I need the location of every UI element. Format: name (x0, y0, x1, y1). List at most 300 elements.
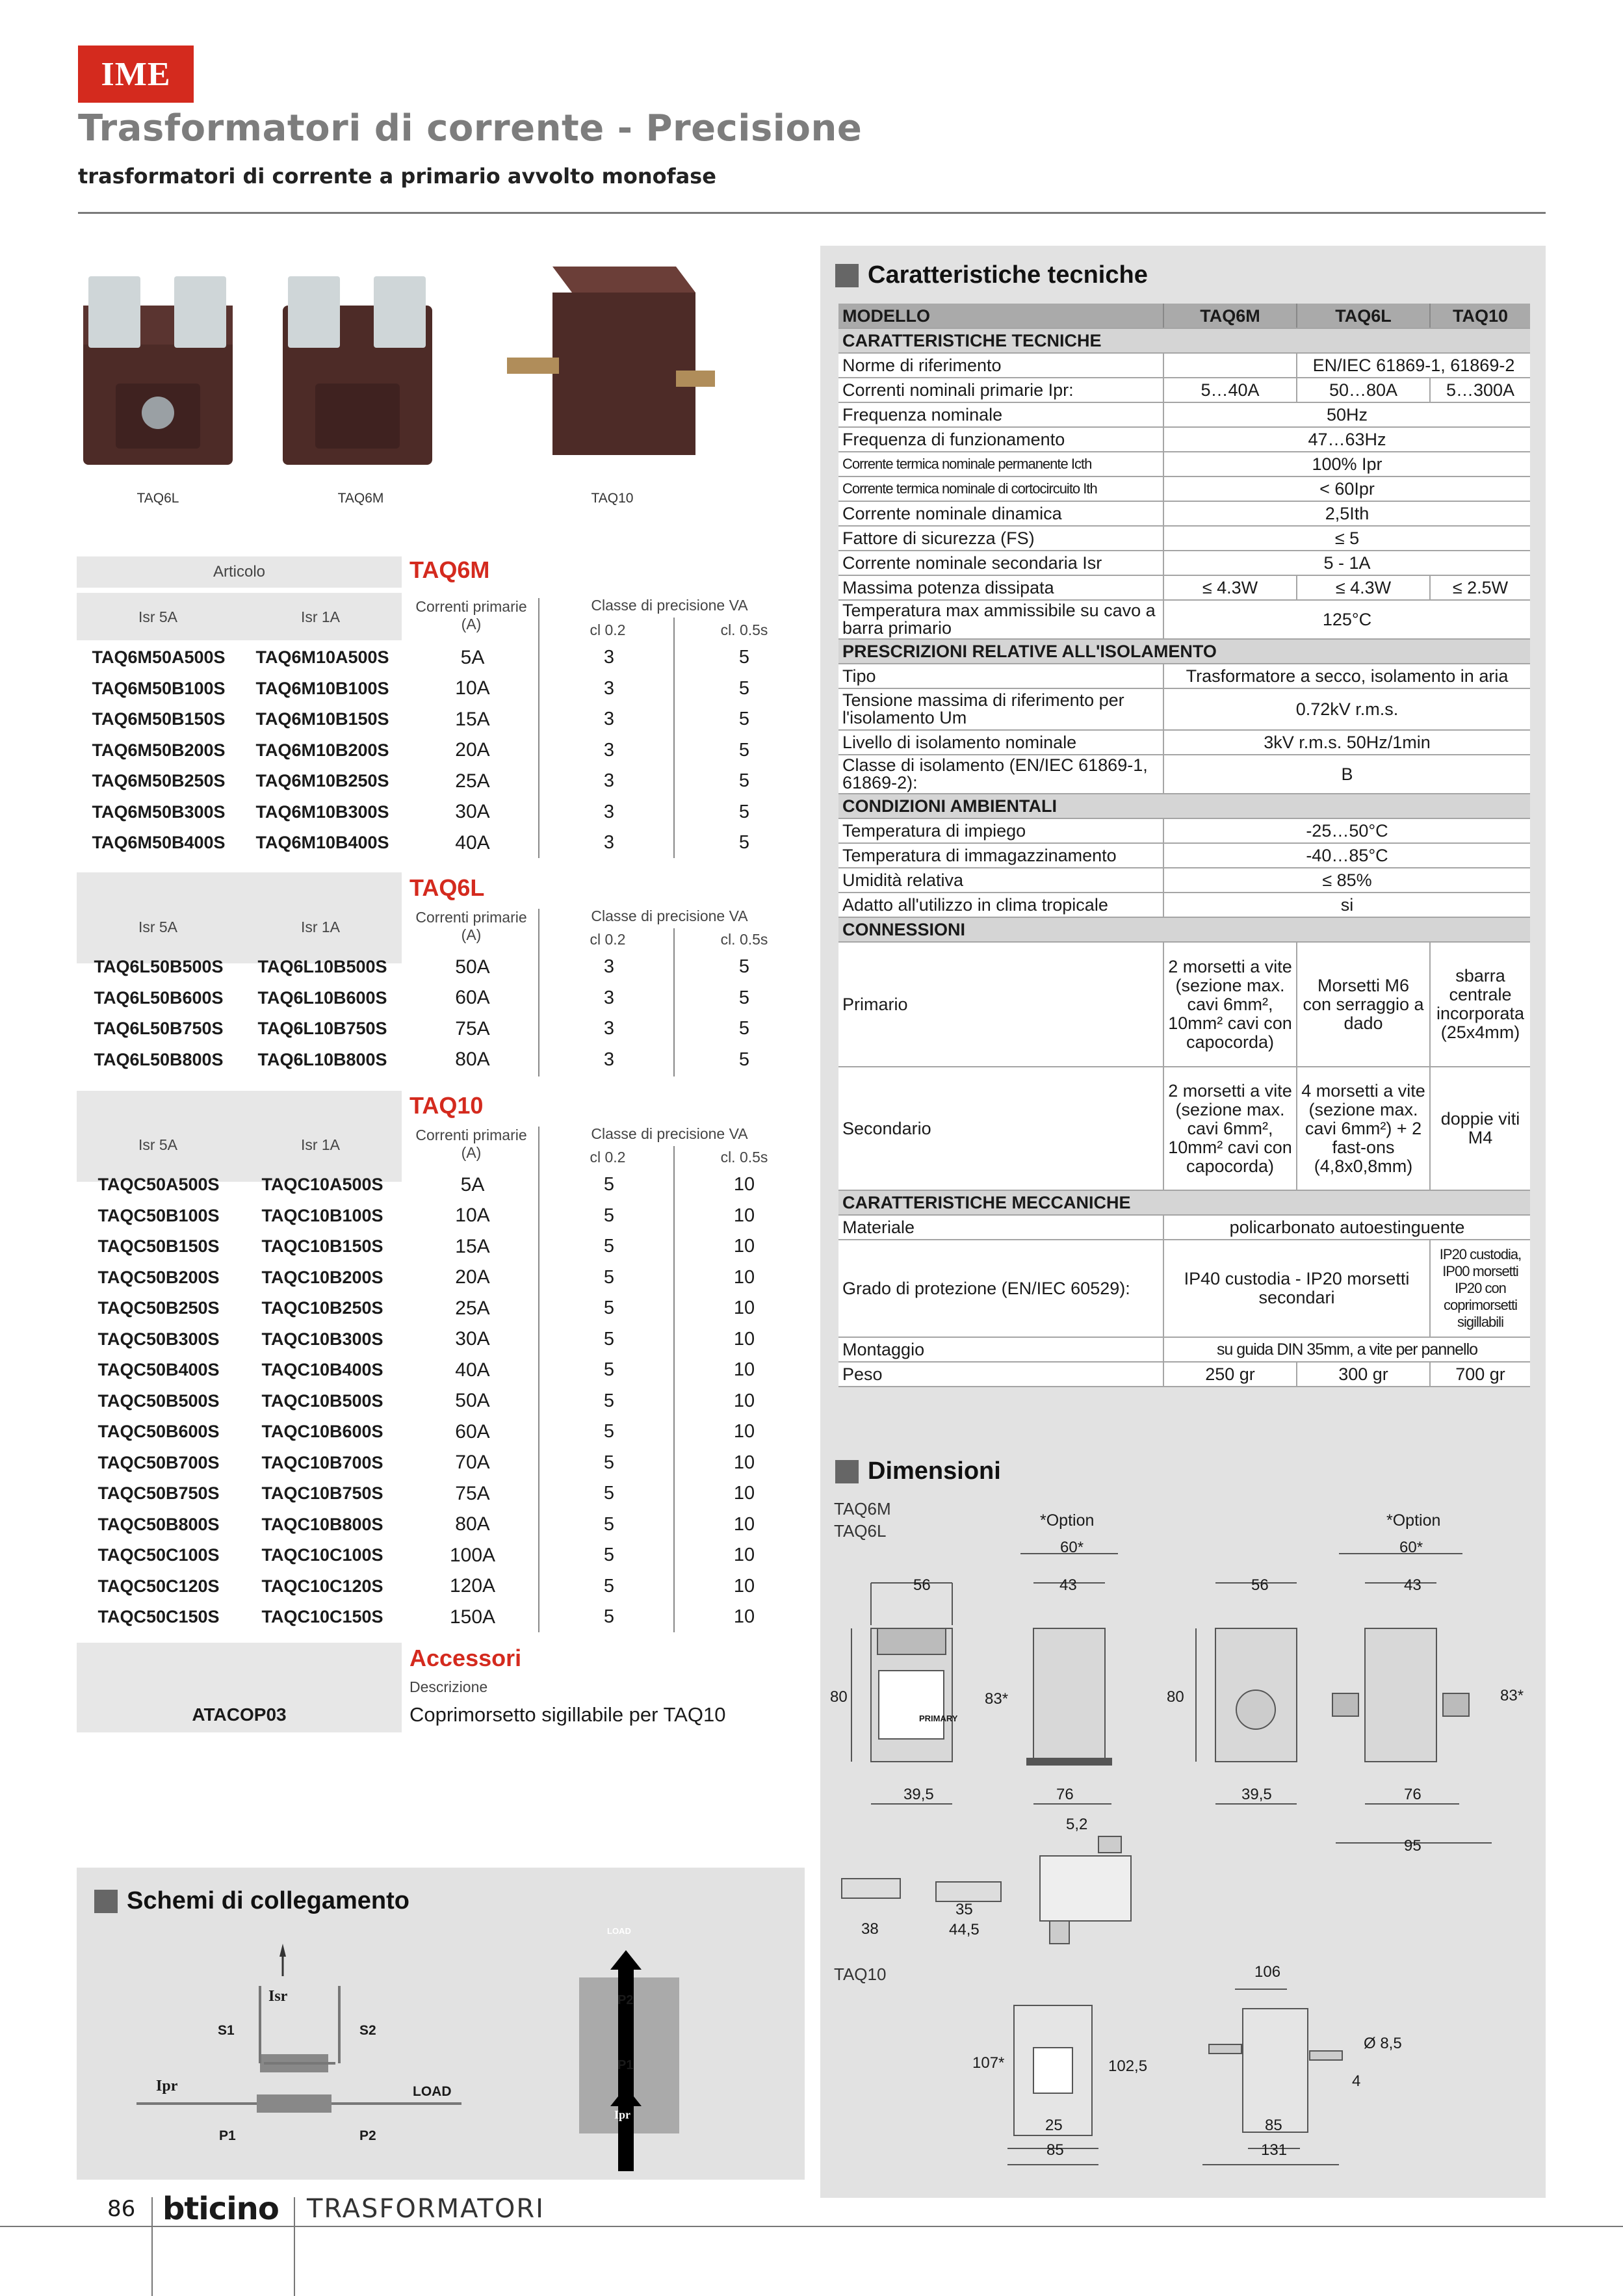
table-cell: 5 (603, 1359, 615, 1381)
table-cell: sbarra centrale incorporata (25x4mm) (1430, 942, 1530, 1067)
label-p1: P1 (617, 2058, 634, 2072)
table-cell: 10 (733, 1174, 755, 1195)
table-cell: TAQ6L10B500S (257, 957, 387, 977)
table-cell: 40A (455, 1359, 490, 1381)
table-cell: TAQC10B100S (261, 1205, 383, 1225)
table-section: CARATTERISTICHE MECCANICHE (838, 1190, 1530, 1215)
table-cell: 2 morsetti a vite (sezione max. cavi 6mm², 10mm² cavi con capocorda) (1163, 942, 1297, 1067)
table-cell: Frequenza di funzionamento (838, 427, 1163, 452)
table-cell: TAQC50C100S (97, 1545, 220, 1565)
table-cell: EN/IEC 61869-1, 61869-2 (1297, 353, 1530, 378)
table-cell: 5…40A (1163, 378, 1297, 402)
label-p2: P2 (359, 2128, 376, 2143)
table-cell: 25A (455, 1297, 490, 1319)
table-cell: Corrente termica nominale permanente Icth (838, 452, 1163, 476)
table-cell: 10 (733, 1606, 755, 1628)
table-cell: TAQ6M10B150S (255, 709, 389, 729)
table-cell: TAQ6M50B250S (92, 771, 226, 791)
table-cell: 3 (603, 647, 615, 668)
table-row (77, 1201, 811, 1232)
table-row (838, 476, 1530, 501)
table-row (838, 328, 1530, 353)
dim-95: 95 (1404, 1837, 1422, 1855)
table-cell: TAQ6L50B500S (94, 957, 224, 977)
table-taq6m (77, 642, 811, 859)
table-cell: TAQC10B700S (261, 1452, 383, 1472)
table-cell: 2 morsetti a vite (sezione max. cavi 6mm², 10mm² cavi con capocorda) (1163, 1067, 1297, 1190)
table-row (77, 1602, 811, 1633)
table-cell: 3kV r.m.s. 50Hz/1min (1163, 730, 1530, 755)
label-ipr: Ipr (614, 2108, 631, 2121)
table-cell: TAQ6L10B800S (257, 1049, 387, 1069)
table-row (838, 1337, 1530, 1362)
cl05-label: cl. 0.5s (720, 621, 768, 638)
table-cell: 5 - 1A (1163, 551, 1530, 575)
dim-label: TAQ6M (834, 1499, 891, 1519)
table-section: PRESCRIZIONI RELATIVE ALL'ISOLAMENTO (838, 639, 1530, 664)
articolo-header: Articolo (77, 556, 402, 588)
table-cell: IP20 custodia, IP00 morsetti IP20 con coprimorsetti sigillabili (1430, 1240, 1530, 1337)
page-number: 86 (107, 2196, 136, 2222)
table-cell: 5 (603, 1174, 615, 1195)
table-cell: Corrente termica nominale di cortocircuito Ith (838, 476, 1163, 501)
cl02-label: cl 0.2 (590, 621, 626, 638)
dim-85: 85 (1265, 2117, 1282, 2134)
table-cell: 3 (603, 770, 615, 792)
ime-logo: IME (78, 46, 194, 103)
label-p2: P2 (617, 1993, 634, 2007)
section-taq6m: TAQ6M (409, 556, 490, 583)
label-s2: S2 (359, 2023, 376, 2038)
table-cell: 30A (455, 1328, 490, 1350)
table-cell: 10 (733, 1575, 755, 1597)
table-row (838, 688, 1530, 730)
table-cell: TAQC50B500S (97, 1390, 220, 1411)
table-row (77, 1571, 811, 1602)
table-taq6l (77, 952, 811, 1075)
table-cell: 10 (733, 1513, 755, 1535)
table-cell: TAQC50B100S (97, 1205, 220, 1225)
table-cell: ≤ 4.3W (1297, 575, 1430, 600)
table-cell: 300 gr (1297, 1362, 1430, 1387)
table-cell: 5 (738, 956, 750, 978)
table-row (838, 1190, 1530, 1215)
table-cell: 75A (455, 1482, 490, 1504)
table-cell: TAQC50B150S (97, 1236, 220, 1257)
table-row (77, 1416, 811, 1448)
table-row (77, 1262, 811, 1294)
dim-star: * (998, 2054, 1005, 2072)
table-cell: 5 (603, 1328, 615, 1350)
table-row (77, 766, 811, 797)
tech-table (838, 304, 1530, 1387)
table-cell: 10 (733, 1483, 755, 1504)
dim-label: TAQ6L (834, 1521, 887, 1541)
table-cell: 50…80A (1297, 378, 1430, 402)
table-row (77, 1045, 811, 1076)
table-cell: 80A (455, 1513, 490, 1535)
table-cell: 5 (603, 1452, 615, 1473)
section-marker-icon (835, 264, 859, 287)
table-cell: 3 (603, 1018, 615, 1039)
table-cell: 120A (449, 1575, 496, 1597)
table-cell: TAQC10B150S (261, 1236, 383, 1257)
table-cell: 100A (449, 1544, 496, 1566)
table-cell: TAQ6M10B250S (255, 771, 389, 791)
table-row (838, 526, 1530, 551)
cl02-label: cl 0.2 (590, 1149, 626, 1166)
table-cell: 10 (733, 1205, 755, 1226)
cl05-label: cl. 0.5s (720, 931, 768, 948)
table-cell: Livello di isolamento nominale (838, 730, 1163, 755)
table-cell: TAQ6M10B100S (255, 678, 389, 698)
table-cell: 3 (603, 956, 615, 978)
table-row (838, 600, 1530, 639)
label-p1: P1 (219, 2128, 236, 2143)
table-cell: TAQ6M10A500S (255, 647, 389, 668)
table-cell: TAQC10C100S (261, 1545, 383, 1565)
descrizione-label: Descrizione (409, 1678, 488, 1695)
footer-section: TRASFORMATORI (307, 2194, 545, 2224)
dim-taq10-label: TAQ10 (834, 1964, 887, 1984)
dim-star: * (1517, 1687, 1524, 1704)
table-row (838, 942, 1530, 1067)
table-cell: 5A (460, 1173, 485, 1195)
dim-56: 56 (913, 1576, 931, 1594)
table-cell: TAQ6L50B800S (94, 1049, 224, 1069)
label-s1: S1 (218, 2023, 235, 2038)
table-cell: Tipo (838, 664, 1163, 688)
dim-star: * (1002, 1690, 1009, 1708)
dim-38: 38 (861, 1920, 879, 1938)
table-row (838, 917, 1530, 942)
table-cell: 10A (455, 1205, 490, 1227)
table-cell: si (1163, 893, 1530, 917)
correnti-label: Correnti primarie (A) (415, 1127, 527, 1161)
table-header: MODELLO (838, 304, 1163, 328)
table-row (838, 353, 1530, 378)
table-cell: -40…85°C (1163, 843, 1530, 868)
dim-25: 25 (1045, 2117, 1063, 2134)
dim-star: * (1077, 1539, 1084, 1556)
table-cell: TAQC50B200S (97, 1267, 220, 1287)
dim-title (835, 1457, 1001, 1485)
correnti-label: Correnti primarie (A) (415, 598, 527, 633)
table-cell: Peso (838, 1362, 1163, 1387)
table-cell: Grado di protezione (EN/IEC 60529): (838, 1240, 1163, 1337)
table-cell: Morsetti M6 con serraggio a dado (1297, 942, 1430, 1067)
isr5-label: Isr 5A (138, 608, 178, 625)
table-row (838, 427, 1530, 452)
table-row (77, 1509, 811, 1541)
table-cell: 40A (455, 831, 490, 854)
footer-divider (151, 2197, 153, 2296)
classe-label: Classe di precisione VA (591, 907, 748, 924)
label-ipr: Ipr (156, 2078, 178, 2094)
table-row (838, 551, 1530, 575)
section-marker-icon (94, 1890, 118, 1913)
accessori-code: ATACOP03 (192, 1704, 287, 1725)
table-cell: 5 (603, 1606, 615, 1628)
table-cell: TAQC10B200S (261, 1267, 383, 1287)
table-cell: TAQC50B300S (97, 1329, 220, 1349)
table-cell: 47…63Hz (1163, 427, 1530, 452)
table-cell: 5 (738, 677, 750, 699)
table-row (77, 983, 811, 1014)
table-cell: TAQC50B750S (97, 1483, 220, 1504)
dim-76: 76 (1404, 1786, 1422, 1803)
table-cell: 10 (733, 1236, 755, 1257)
table-cell: TAQC10B500S (261, 1390, 383, 1411)
table-cell: 70A (455, 1452, 490, 1474)
schemi-title-text: Schemi di collegamento (127, 1887, 409, 1914)
table-cell: Secondario (838, 1067, 1163, 1190)
table-section: CONNESSIONI (838, 917, 1530, 942)
table-header: TAQ6L (1297, 304, 1430, 328)
dim-44: 44,5 (949, 1921, 980, 1938)
tech-title-text: Caratteristiche tecniche (868, 261, 1148, 289)
dim-83 (985, 1690, 1008, 1708)
table-cell: 5 (603, 1513, 615, 1535)
table-cell: TAQC50C150S (97, 1607, 220, 1627)
table-cell: TAQC10B250S (261, 1298, 383, 1318)
product-image-taq6l (77, 267, 239, 475)
table-cell: Trasformatore a secco, isolamento in aria (1163, 664, 1530, 688)
dim-value: 83 (1500, 1687, 1518, 1704)
dim-56: 56 (1251, 1576, 1269, 1594)
table-cell: TAQC10A500S (261, 1175, 383, 1195)
table-row (77, 1478, 811, 1509)
table-cell: TAQ6M50B400S (92, 833, 226, 853)
table-row (77, 673, 811, 705)
page-title: Trasformatori di corrente - Precisione (78, 107, 863, 150)
label-load-small: LOAD (607, 1926, 631, 1936)
table-cell: 50A (455, 1390, 490, 1412)
table-row (838, 893, 1530, 917)
table-cell: 150A (449, 1606, 496, 1628)
table-cell: doppie viti M4 (1430, 1067, 1530, 1190)
table-cell: Correnti nominali primarie Ipr: (838, 378, 1163, 402)
table-cell: 250 gr (1163, 1362, 1297, 1387)
isr5-label: Isr 5A (138, 919, 178, 935)
table-cell: ≤ 85% (1163, 868, 1530, 893)
table-cell: Temperatura max ammissibile su cavo a barra primario (838, 600, 1163, 639)
table-cell: ≤ 5 (1163, 526, 1530, 551)
table-cell: Umidità relativa (838, 868, 1163, 893)
table-cell: B (1163, 755, 1530, 794)
table-cell: 30A (455, 801, 490, 823)
dimension-drawing-taq6 (832, 1534, 1540, 1859)
table-cell: 0.72kV r.m.s. (1163, 688, 1530, 730)
table-cell: policarbonato autoestinguente (1163, 1215, 1530, 1240)
product-label-taq6m: TAQ6M (337, 491, 384, 506)
table-cell: TAQC50B600S (97, 1422, 220, 1442)
primary-label: PRIMARY (919, 1714, 958, 1723)
wiring-diagram-1 (136, 1944, 500, 2165)
table-row (838, 730, 1530, 755)
table-cell: 5 (603, 1545, 615, 1566)
section-taq10: TAQ10 (409, 1092, 484, 1119)
table-cell: 10 (733, 1359, 755, 1381)
table-cell: TAQC10B300S (261, 1329, 383, 1349)
table-row (838, 304, 1530, 328)
table-cell: TAQ6M10B300S (255, 802, 389, 822)
dim-43: 43 (1059, 1576, 1077, 1594)
table-cell: IP40 custodia - IP20 morsetti secondari (1163, 1240, 1430, 1337)
table-cell: Norme di riferimento (838, 353, 1163, 378)
table-cell: 5 (738, 709, 750, 730)
table-cell: 2,5Ith (1163, 501, 1530, 526)
table-cell: TAQ6M50B150S (92, 709, 226, 729)
table-cell: Montaggio (838, 1337, 1163, 1362)
dim-131: 131 (1261, 2141, 1288, 2159)
table-cell: 5…300A (1430, 378, 1530, 402)
table-cell: 5 (738, 770, 750, 792)
dim-39: 39,5 (1241, 1786, 1272, 1803)
table-cell: 80A (455, 1049, 490, 1071)
table-cell: 700 gr (1430, 1362, 1530, 1387)
table-cell: 10 (733, 1545, 755, 1566)
table-cell: 5 (603, 1205, 615, 1226)
table-row (77, 1013, 811, 1045)
table-cell: 5 (738, 647, 750, 668)
table-cell: 4 morsetti a vite (sezione max. cavi 6mm²) + 2 fast-ons (4,8x0,8mm) (1297, 1067, 1430, 1190)
table-row (77, 642, 811, 673)
dim-title-text: Dimensioni (868, 1457, 1001, 1485)
classe-label: Classe di precisione VA (591, 597, 748, 614)
table-cell: 3 (603, 1049, 615, 1070)
classe-label: Classe di precisione VA (591, 1125, 748, 1142)
dim-76: 76 (1056, 1786, 1074, 1803)
table-taq10 (77, 1169, 811, 1633)
table-row (77, 1324, 811, 1355)
table-cell: 5 (738, 1018, 750, 1039)
schemi-title (94, 1887, 409, 1915)
table-cell: 5 (603, 1483, 615, 1504)
accessori-desc: Coprimorsetto sigillabile per TAQ10 (409, 1703, 726, 1726)
table-row (838, 664, 1530, 688)
label-isr: Isr (268, 1988, 288, 2005)
table-cell: 10 (733, 1328, 755, 1350)
table-row (77, 1386, 811, 1417)
table-cell: Frequenza nominale (838, 402, 1163, 427)
table-cell: TAQ6M10B400S (255, 833, 389, 853)
table-row (838, 818, 1530, 843)
product-image-taq6m (276, 267, 439, 475)
table-cell: 3 (603, 677, 615, 699)
tech-title (835, 261, 1148, 289)
table-row (77, 797, 811, 828)
table-cell: Classe di isolamento (EN/IEC 61869-1, 61869-2): (838, 755, 1163, 794)
dim-80: 80 (830, 1688, 848, 1706)
table-row (77, 828, 811, 859)
dim-value: 107 (972, 2054, 999, 2072)
table-cell: TAQ6M50B100S (92, 678, 226, 698)
table-row (77, 1448, 811, 1479)
dim-80: 80 (1167, 1688, 1184, 1706)
table-cell: TAQC50B400S (97, 1360, 220, 1380)
product-label-taq10: TAQ10 (591, 491, 634, 506)
isr1-label: Isr 1A (300, 1136, 341, 1153)
table-cell: 100% Ipr (1163, 452, 1530, 476)
table-cell: TAQC10B400S (261, 1360, 383, 1380)
label-load: LOAD (413, 2084, 452, 2099)
table-cell: -25…50°C (1163, 818, 1530, 843)
dim-39: 39,5 (903, 1786, 934, 1803)
accessori-title: Accessori (409, 1645, 522, 1671)
footer-divider (294, 2197, 295, 2296)
dim-value: 60 (1060, 1539, 1078, 1556)
table-header: TAQ10 (1430, 304, 1530, 328)
page-subtitle: trasformatori di corrente a primario avvolto monofase (78, 164, 716, 189)
table-row (838, 1240, 1530, 1337)
table-cell: TAQ6L10B600S (257, 987, 387, 1008)
table-cell: 75A (455, 1017, 490, 1039)
table-cell: 5 (738, 801, 750, 822)
table-row (838, 794, 1530, 818)
table-cell: 5 (603, 1298, 615, 1319)
dim-102: 102,5 (1108, 2057, 1148, 2075)
table-cell: Corrente nominale dinamica (838, 501, 1163, 526)
table-cell: TAQC50A500S (97, 1175, 220, 1195)
table-cell: 5 (738, 987, 750, 1008)
dim-52: 5,2 (1066, 1816, 1088, 1833)
table-cell: 5 (603, 1575, 615, 1597)
dimension-drawing-taq10 (962, 1976, 1417, 2171)
table-cell: Temperatura di impiego (838, 818, 1163, 843)
table-cell: 50A (455, 956, 490, 978)
table-cell: TAQC10C150S (261, 1607, 383, 1627)
table-cell: TAQ6L50B750S (94, 1019, 224, 1039)
table-row (838, 1215, 1530, 1240)
table-row (77, 1169, 811, 1201)
section-taq6l: TAQ6L (409, 874, 485, 901)
table-cell: 25A (455, 770, 490, 792)
table-cell: TAQ6L10B750S (257, 1019, 387, 1039)
dim-106: 106 (1254, 1963, 1281, 1981)
table-cell: TAQC10B600S (261, 1422, 383, 1442)
table-cell: TAQC10C120S (261, 1576, 383, 1596)
table-cell: ≤ 4.3W (1163, 575, 1297, 600)
dim-diameter: Ø 8,5 (1364, 2035, 1402, 2052)
dim-83 (1500, 1687, 1524, 1705)
table-cell: 20A (455, 1266, 490, 1288)
table-cell: Corrente nominale secondaria Isr (838, 551, 1163, 575)
dim-35: 35 (955, 1901, 973, 1918)
section-marker-icon (835, 1460, 859, 1483)
table-cell: 5 (738, 832, 750, 854)
table-header: TAQ6M (1163, 304, 1297, 328)
table-cell: Adatto all'utilizzo in clima tropicale (838, 893, 1163, 917)
table-row (838, 1067, 1530, 1190)
isr1-label: Isr 1A (300, 919, 341, 935)
product-label-taq6l: TAQ6L (136, 491, 179, 506)
table-row (838, 402, 1530, 427)
table-row (77, 1231, 811, 1262)
table-cell: 3 (603, 709, 615, 730)
option-label: *Option (1040, 1511, 1095, 1530)
table-cell: 5A (460, 646, 485, 668)
table-cell: TAQC50B250S (97, 1298, 220, 1318)
isr-header-taq6l (77, 872, 402, 963)
table-row (838, 843, 1530, 868)
dimension-drawing-detail (838, 1827, 1137, 1950)
table-cell: TAQC50B800S (97, 1514, 220, 1534)
table-cell: 3 (603, 801, 615, 822)
dim-60 (1399, 1539, 1423, 1557)
table-row (838, 452, 1530, 476)
table-cell: 5 (738, 1049, 750, 1070)
